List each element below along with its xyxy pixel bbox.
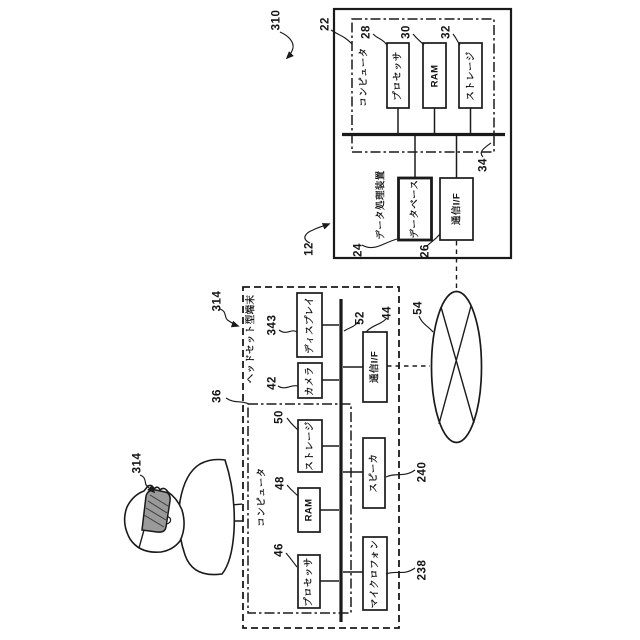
ref-24: 24: [352, 243, 365, 257]
leader-30: [413, 34, 424, 45]
leader-34: [481, 143, 491, 157]
label-terminal-title: ヘッドセット型端末: [245, 294, 257, 384]
label-terminal-computer: コンピュータ: [256, 467, 268, 527]
label-database: データベース: [409, 179, 421, 239]
label-dpd-title: データ処理装置: [375, 170, 387, 240]
label-terminal-processor: プロセッサ: [303, 556, 315, 607]
leader-46: [286, 553, 297, 567]
ref-26: 26: [419, 244, 432, 258]
ref-314-user: 314: [131, 452, 144, 474]
ref-50: 50: [273, 410, 286, 424]
ref-42: 42: [266, 376, 279, 390]
leader-36: [226, 398, 249, 404]
arrow-12: [305, 224, 329, 243]
label-dpd-processor: プロセッサ: [392, 50, 404, 101]
label-speaker: スピーカ: [368, 453, 380, 493]
leader-343: [279, 330, 297, 332]
ref-44: 44: [381, 306, 394, 320]
leader-50: [287, 418, 298, 430]
ref-12: 12: [303, 242, 316, 256]
ref-314-terminal: 314: [211, 290, 224, 312]
ref-46: 46: [273, 543, 286, 557]
ref-54: 54: [412, 301, 425, 315]
label-terminal-ram: RAM: [303, 498, 315, 522]
leader-44: [366, 319, 386, 332]
label-terminal-comm-if: 通信I/F: [369, 350, 381, 384]
ref-34: 34: [477, 158, 490, 172]
arrow-310: [280, 32, 293, 58]
ref-32: 32: [440, 25, 453, 39]
ref-52: 52: [354, 311, 367, 325]
ref-36: 36: [211, 389, 224, 403]
ref-240: 240: [416, 461, 429, 483]
leader-28: [373, 34, 387, 45]
label-display: ディスプレイ: [303, 296, 315, 354]
ref-48: 48: [274, 476, 287, 490]
ref-22: 22: [319, 17, 332, 31]
label-dpd-ram: RAM: [428, 64, 440, 87]
dpd-connectors: [398, 108, 471, 178]
ref-343: 343: [266, 314, 279, 336]
leader-240: [386, 470, 415, 477]
headset-glasses: [142, 490, 170, 532]
leader-24: [362, 239, 397, 248]
ref-30: 30: [400, 25, 413, 39]
arrow-314-terminal: [220, 309, 238, 326]
network-ellipse: [432, 292, 482, 443]
leader-238: [386, 568, 415, 574]
ref-310: 310: [270, 9, 283, 31]
leader-42: [278, 386, 298, 388]
leader-48: [287, 485, 298, 496]
ref-238: 238: [416, 559, 429, 581]
network-cross-lines: [439, 306, 474, 424]
label-camera: カメラ: [304, 365, 316, 396]
user-figure: [125, 460, 235, 575]
leader-54: [419, 316, 433, 332]
leader-32: [453, 34, 460, 45]
label-dpd-computer: コンピュータ: [358, 47, 370, 107]
label-dpd-comm-if: 通信I/F: [450, 192, 462, 226]
label-terminal-storage: ストレージ: [304, 421, 316, 471]
user-torso: [179, 460, 235, 575]
label-dpd-storage: ストレージ: [464, 50, 476, 101]
label-microphone: マイクロフォン: [369, 539, 381, 608]
ref-28: 28: [360, 25, 373, 39]
